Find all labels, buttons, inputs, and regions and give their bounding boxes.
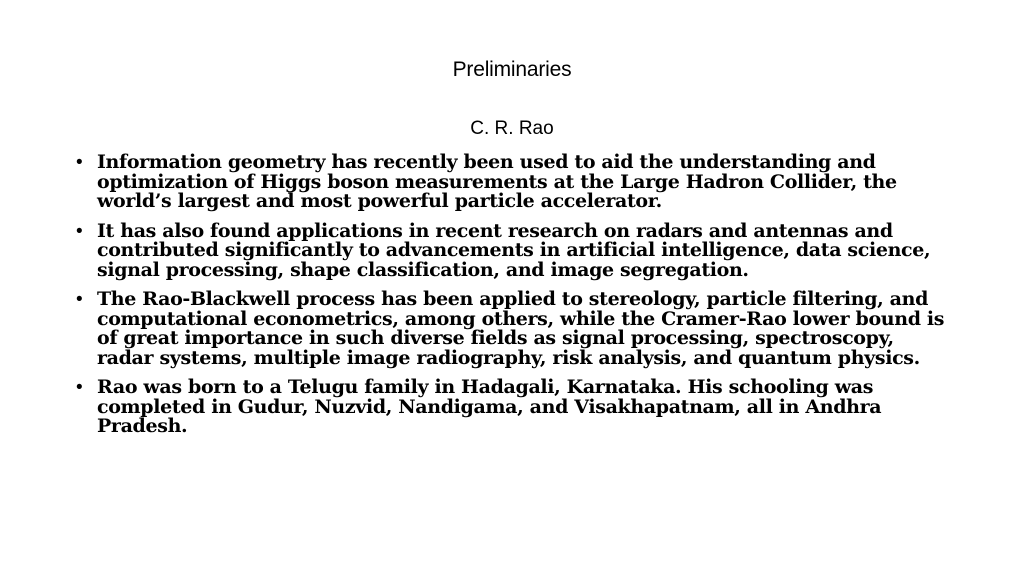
slide-subtitle: C. R. Rao [470, 118, 554, 139]
bullet-item [76, 153, 951, 212]
bullet-text: Rao was born to a Telugu family in Hadagali, Karnataka. His schooling was completed in Gudur, Nuzvid, Nandigama, and Visakhapatnam, all in Andhra Pradesh. [97, 376, 882, 437]
slide-title: Preliminaries [452, 58, 572, 81]
bullet-item [76, 378, 951, 437]
bullet-marker: • [76, 289, 83, 310]
bullet-item [76, 290, 951, 368]
bullet-text: Information geometry has recently been used to aid the understanding and optimization of Higgs boson measurements at the Large Hadron Collider, the world’s largest and most powerful particle accelerator. [97, 151, 897, 212]
bullet-text: It has also found applications in recent research on radars and antennas and contributed significantly to advancements in artificial intelligence, data science, signal processing, shape classification, and image segregation. [97, 219, 931, 281]
bullet-text: The Rao-Blackwell process has been applied to stereology, particle filtering, and computational econometrics, among others, while the Cramer-Rao lower bound is of great importance in such diverse fields as signal processing, spectroscopy, radar systems, multiple image radiography, risk analysis, and quantum physics. [97, 288, 945, 369]
bullet-marker: • [76, 220, 83, 242]
bullet-item [76, 219, 951, 281]
bullet-marker: • [76, 152, 83, 173]
bullet-list [76, 153, 951, 447]
bullet-marker: • [76, 377, 83, 398]
